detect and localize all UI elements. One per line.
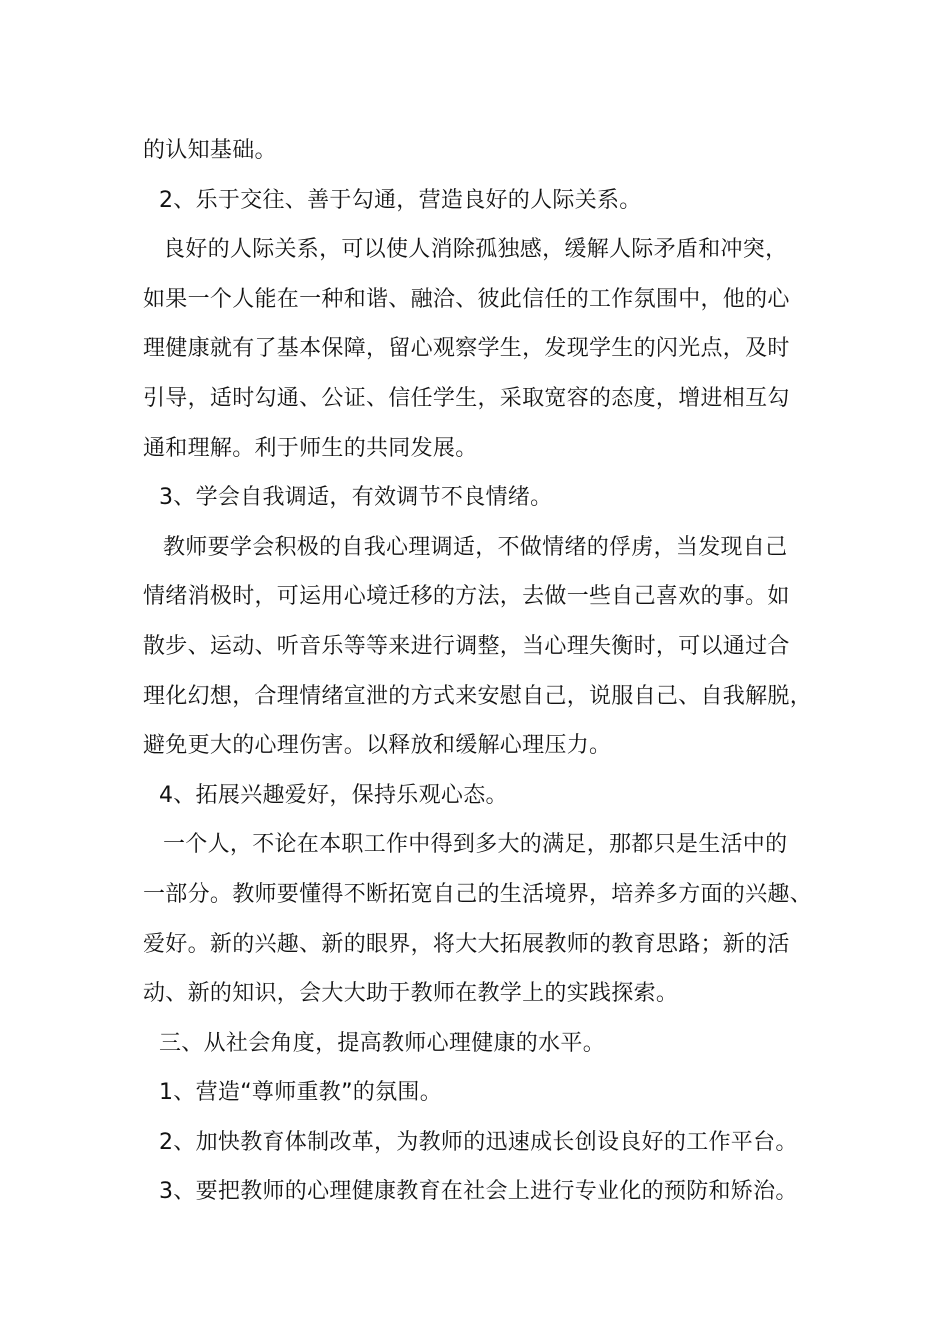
list-item: 3、要把教师的心理健康教育在社会上进行专业化的预防和矫治。: [159, 1179, 798, 1205]
paragraph-line: 一个人，不论在本职工作中得到多大的满足，那都只是生活中的: [163, 832, 788, 858]
paragraph-line: 情绪消极时，可运用心境迁移的方法，去做一些自己喜欢的事。如: [143, 584, 790, 610]
section-heading: 4、拓展兴趣爱好，保持乐观心态。: [159, 782, 508, 808]
list-item: 2、加快教育体制改革，为教师的迅速成长创设良好的工作平台。: [159, 1129, 798, 1155]
paragraph-line: 动、新的知识，会大大助于教师在教学上的实践探索。: [143, 981, 679, 1007]
section-heading: 3、学会自我调适，有效调节不良情绪。: [159, 485, 553, 511]
section-heading: 三、从社会角度，提高教师心理健康的水平。: [159, 1030, 606, 1056]
paragraph-line: 一部分。教师要懂得不断拓宽自己的生活境界，培养多方面的兴趣、: [143, 881, 813, 907]
paragraph-line: 理健康就有了基本保障，留心观察学生，发现学生的闪光点，及时: [143, 336, 790, 362]
paragraph-line: 爱好。新的兴趣、新的眼界，将大大拓展教师的教育思路；新的活: [143, 931, 790, 957]
paragraph-line: 引导，适时勾通、公证、信任学生，采取宽容的态度，增进相互勾: [143, 385, 790, 411]
paragraph-line: 散步、运动、听音乐等等来进行调整，当心理失衡时，可以通过合: [143, 633, 790, 659]
paragraph-line: 如果一个人能在一种和谐、融洽、彼此信任的工作氛围中，他的心: [143, 286, 790, 312]
paragraph-line: 通和理解。利于师生的共同发展。: [143, 435, 478, 461]
text-line: 的认知基础。: [143, 138, 277, 163]
paragraph-line: 教师要学会积极的自我心理调适，不做情绪的俘虏，当发现自己: [163, 534, 788, 560]
document-body: [143, 126, 843, 1217]
paragraph-line: 避免更大的心理伤害。以释放和缓解心理压力。: [143, 733, 612, 759]
paragraph-line: 良好的人际关系，可以使人消除孤独感，缓解人际矛盾和冲突，: [163, 237, 788, 263]
list-item: 1、营造“尊师重教”的氛围。: [159, 1080, 442, 1106]
paragraph-line: 理化幻想，合理情绪宣泄的方式来安慰自己，说服自己、自我解脱，: [143, 683, 813, 709]
section-heading: 2、乐于交往、善于勾通，营造良好的人际关系。: [159, 187, 642, 213]
